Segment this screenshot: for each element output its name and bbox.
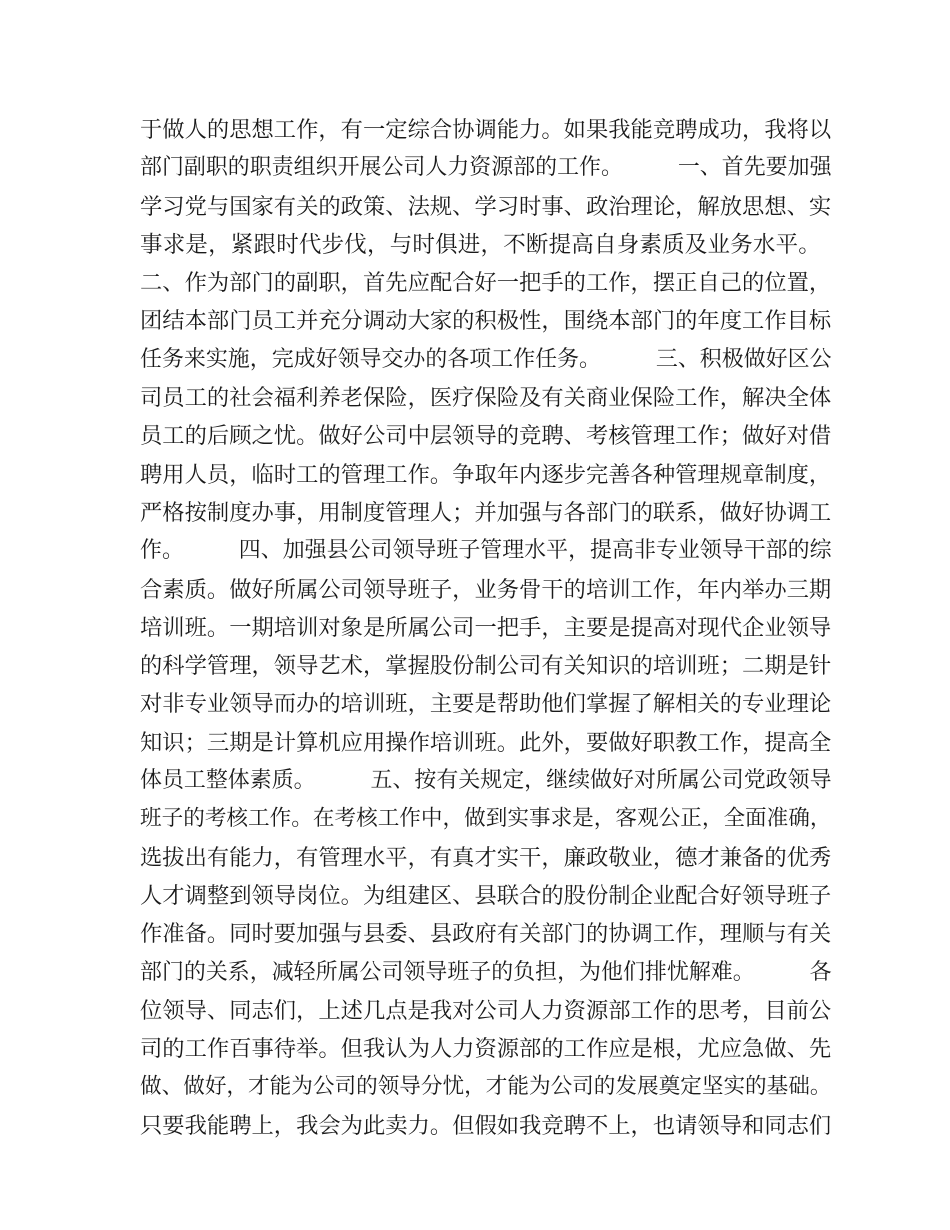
text-line: 部门的关系，减轻所属公司领导班子的负担，为他们排忧解难。 各 bbox=[140, 959, 832, 985]
text-line: 部门副职的职责组织开展公司人力资源部的工作。 一、首先要加强 bbox=[140, 155, 832, 181]
text-line: 作。 四、加强县公司领导班子管理水平，提高非专业领导干部的综 bbox=[140, 538, 832, 564]
text-line: 体员工整体素质。 五、按有关规定，继续做好对所属公司党政领导 bbox=[140, 768, 832, 794]
text-line: 严格按制度办事，用制度管理人；并加强与各部门的联系，做好协调工 bbox=[140, 499, 832, 526]
text-line: 司的工作百事待举。但我认为人力资源部的工作应是根，尤应急做、先 bbox=[140, 1036, 832, 1063]
text-line: 学习党与国家有关的政策、法规、学习时事、政治理论，解放思想、实 bbox=[140, 193, 832, 220]
text-line: 做、做好，才能为公司的领导分忧，才能为公司的发展奠定坚实的基础。 bbox=[140, 1074, 832, 1100]
text-line: 于做人的思想工作，有一定综合协调能力。如果我能竞聘成功，我将以 bbox=[140, 117, 832, 143]
text-line: 团结本部门员工并充分调动大家的积极性，围绕本部门的年度工作目标 bbox=[140, 308, 832, 335]
text-line: 合素质。做好所属公司领导班子，业务骨干的培训工作，年内举办三期 bbox=[140, 576, 832, 603]
text-line: 只要我能聘上，我会为此卖力。但假如我竞聘不上，也请领导和同志们 bbox=[140, 1112, 832, 1139]
text-line: 聘用人员，临时工的管理工作。争取年内逐步完善各种管理规章制度， bbox=[140, 461, 832, 488]
text-line: 对非专业领导而办的培训班，主要是帮助他们掌握了解相关的专业理论 bbox=[140, 691, 832, 718]
text-line: 司员工的社会福利养老保险，医疗保险及有关商业保险工作，解决全体 bbox=[140, 385, 832, 412]
text-line: 二、作为部门的副职，首先应配合好一把手的工作，摆正自己的位置， bbox=[140, 270, 832, 297]
text-line: 任务来实施，完成好领导交办的各项工作任务。 三、积极做好区公 bbox=[140, 346, 832, 372]
text-line: 选拔出有能力，有管理水平，有真才实干，廉政敬业，德才兼备的优秀 bbox=[140, 844, 832, 871]
text-line: 的科学管理，领导艺术，掌握股份制公司有关知识的培训班；二期是针 bbox=[140, 653, 832, 680]
text-line: 员工的后顾之忧。做好公司中层领导的竞聘、考核管理工作；做好对借 bbox=[140, 423, 832, 450]
text-line: 事求是，紧跟时代步伐，与时俱进，不断提高自身素质及业务水平。 bbox=[140, 231, 822, 258]
text-line: 位领导、同志们，上述几点是我对公司人力资源部工作的思考，目前公 bbox=[140, 997, 832, 1024]
text-line: 培训班。一期培训对象是所属公司一把手，主要是提高对现代企业领导 bbox=[140, 614, 832, 641]
text-line: 班子的考核工作。在考核工作中，做到实事求是，客观公正，全面准确， bbox=[140, 806, 832, 832]
text-line: 人才调整到领导岗位。为组建区、县联合的股份制企业配合好领导班子 bbox=[140, 882, 832, 909]
text-line: 知识；三期是计算机应用操作培训班。此外，要做好职教工作，提高全 bbox=[140, 729, 832, 756]
body-text bbox=[140, 111, 830, 1145]
text-line: 作准备。同时要加强与县委、县政府有关部门的协调工作，理顺与有关 bbox=[140, 921, 832, 948]
